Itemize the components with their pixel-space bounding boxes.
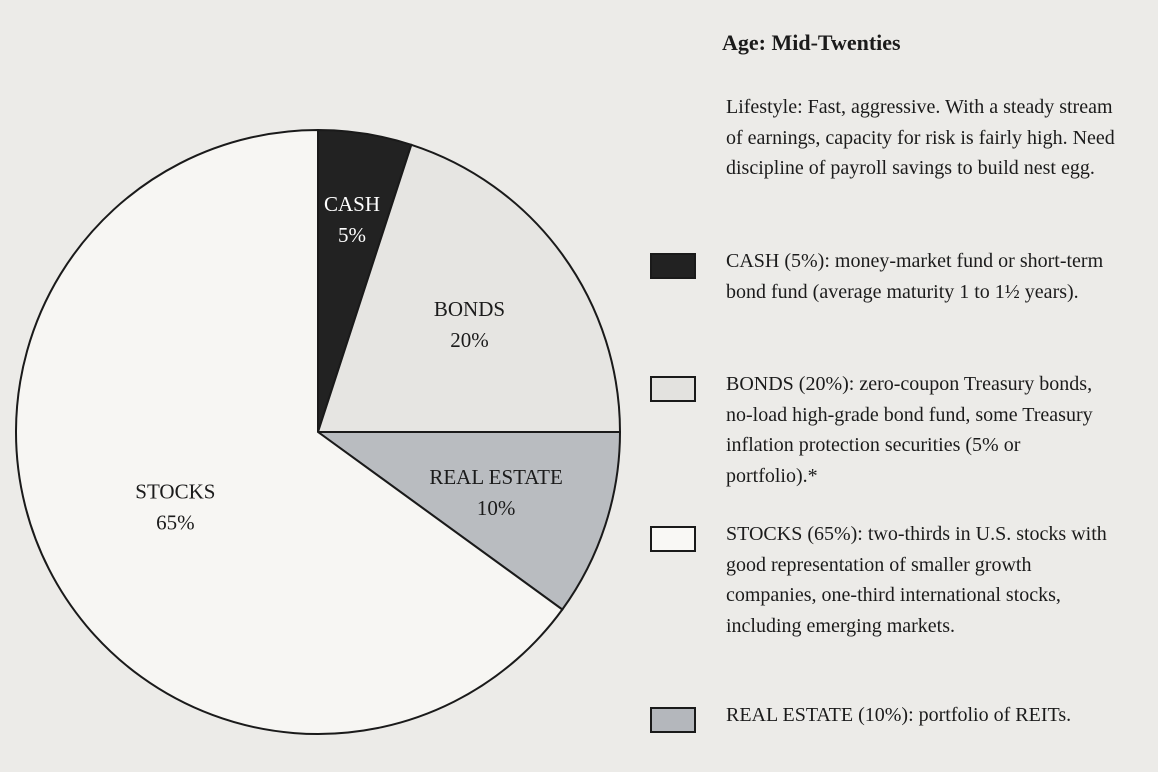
- legend-text-bonds: BONDS (20%): zero-coupon Treasury bonds, no-load high-grade bond fund, some Treasury inflation protection securities (5% or portfolio).*: [726, 373, 1093, 487]
- slice-label-stocks: STOCKS: [135, 479, 216, 504]
- lifestyle-description: Lifestyle: Fast, aggressive. With a steady stream of earnings, capacity for risk is fairly high. Need discipline of payroll savings to build nest egg.: [726, 96, 1115, 179]
- legend-swatch-stocks: [650, 526, 696, 552]
- slice-value-cash: 5%: [338, 223, 367, 248]
- legend-text-real-estate: REAL ESTATE (10%): portfolio of REITs.: [726, 704, 1072, 726]
- slice-value-stocks: 65%: [156, 510, 195, 535]
- age-title: Age: Mid-Twenties: [722, 30, 901, 55]
- slice-value-bonds: 20%: [450, 327, 489, 352]
- slice-label-real-estate: REAL ESTATE: [429, 464, 563, 489]
- slice-value-real-estate: 10%: [476, 495, 516, 520]
- legend-swatch-cash: [650, 253, 696, 279]
- legend-swatch-real-estate: [650, 707, 696, 733]
- slice-label-bonds: BONDS: [433, 296, 506, 321]
- legend-text-cash: CASH (5%): money-market fund or short-term bond fund (average maturity 1 to 1½ years).: [726, 250, 1104, 303]
- legend-swatch-bonds: [650, 376, 696, 402]
- legend-text-stocks: STOCKS (65%): two-thirds in U.S. stocks with good representation of smaller growth companies, one-third international stocks, including emerging markets.: [726, 523, 1107, 637]
- slice-label-cash: CASH: [323, 192, 381, 217]
